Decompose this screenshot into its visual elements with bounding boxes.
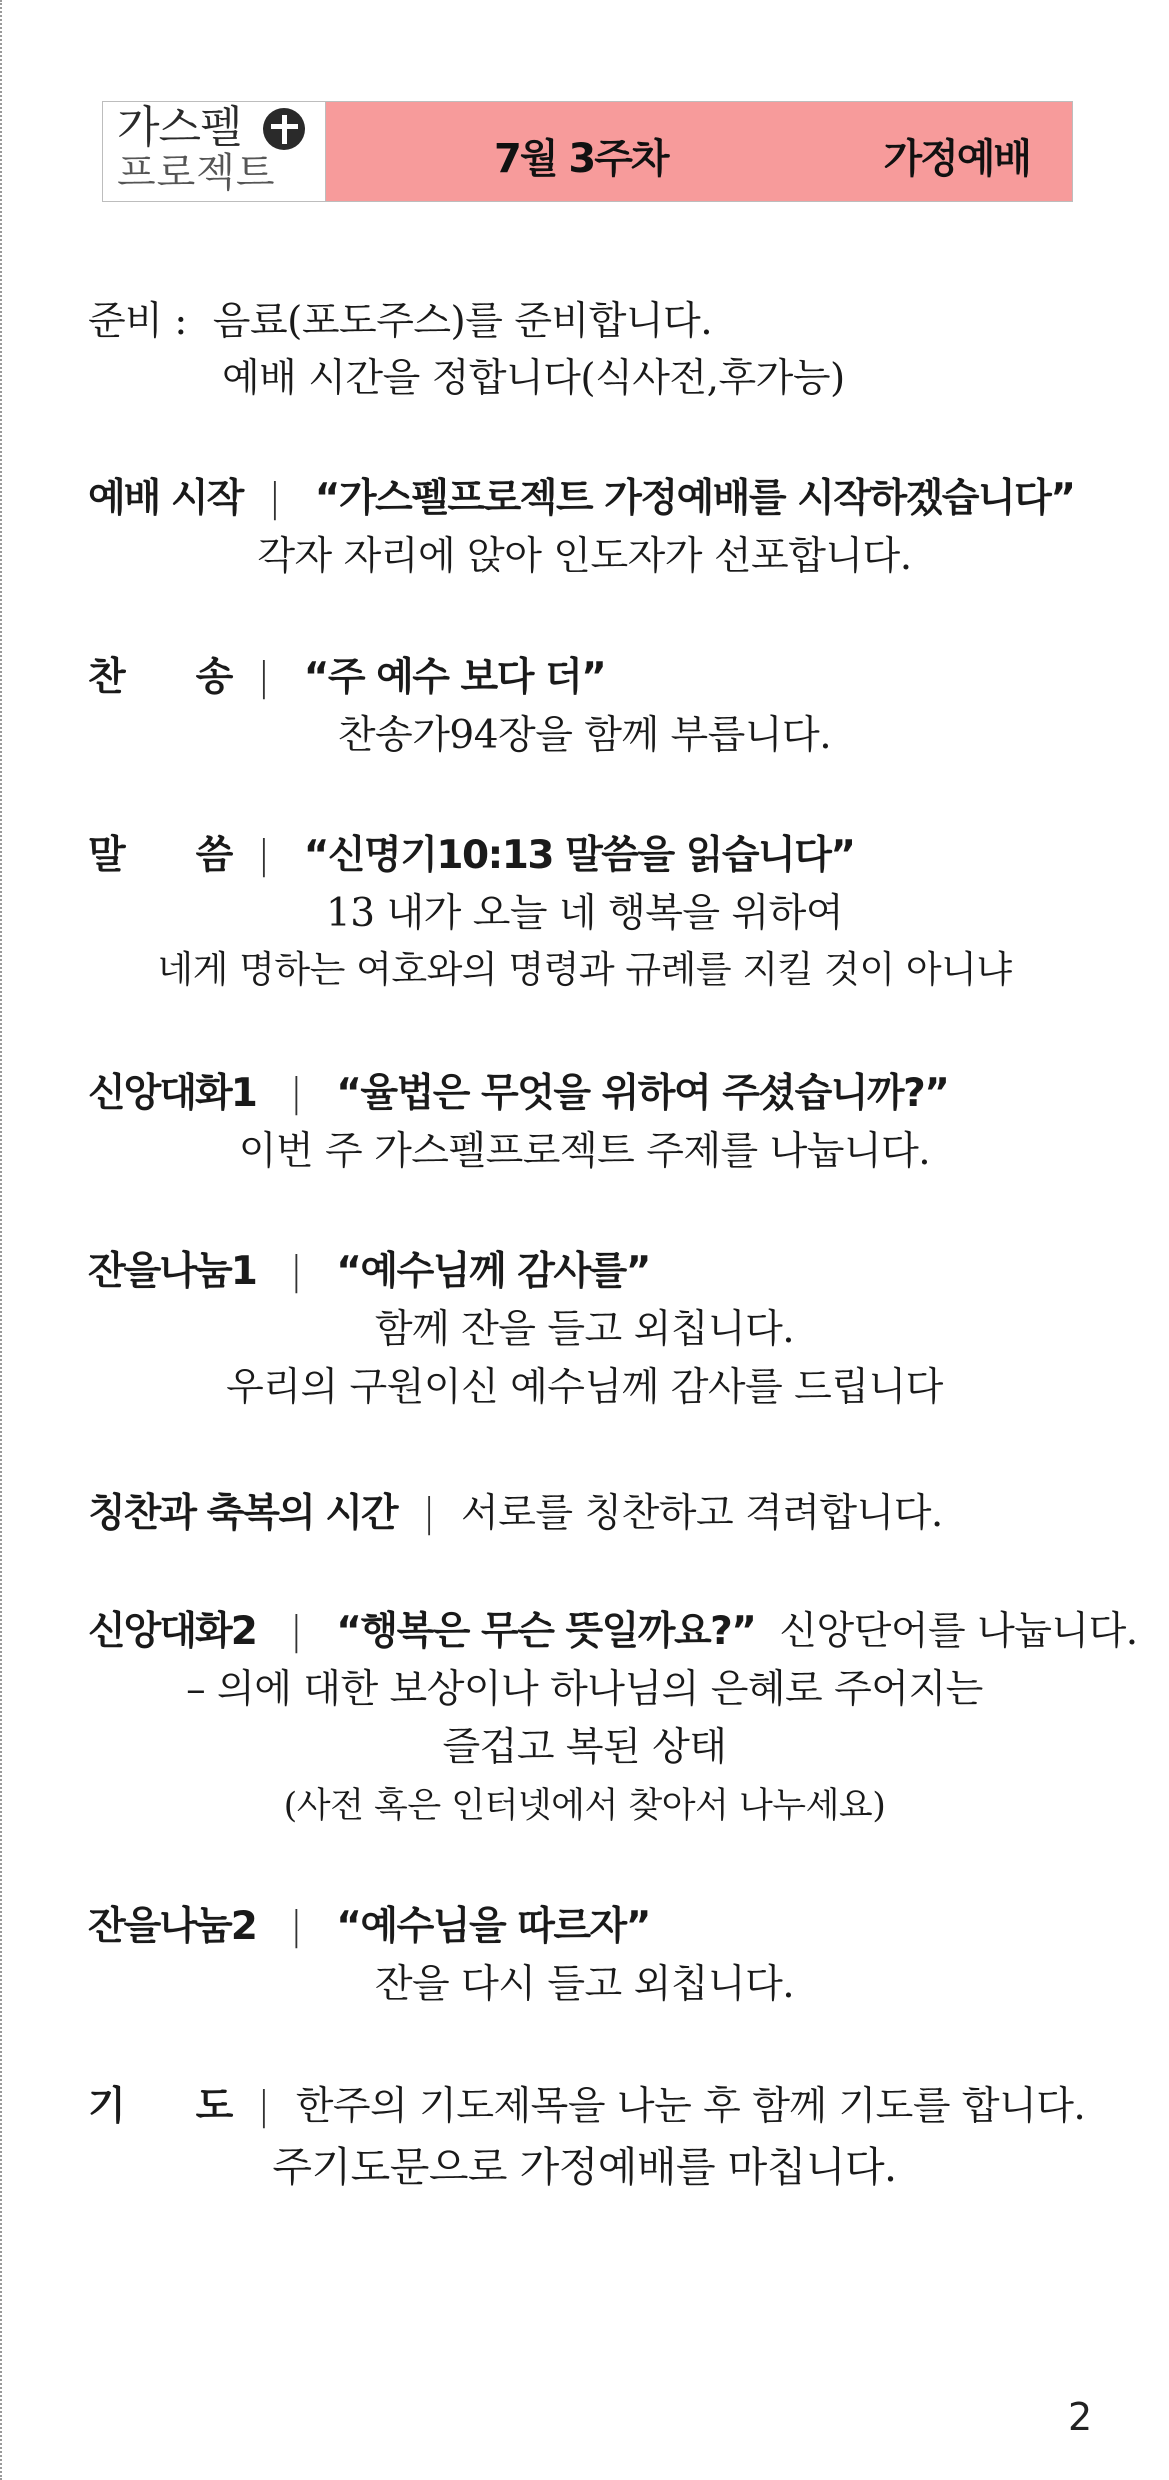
cross-icon bbox=[263, 108, 305, 150]
prayer-closing: 주기도문으로 가정예배를 마칩니다. bbox=[272, 2143, 897, 2191]
word-label-a: 말 bbox=[88, 833, 124, 878]
start-heading bbox=[88, 475, 1074, 523]
page-edge bbox=[0, 0, 2, 2480]
hymn-text: 찬송가94장을 함께 부릅니다. bbox=[337, 713, 832, 758]
praise-text: 서로를 칭찬하고 격려합니다. bbox=[461, 1491, 943, 1536]
logo bbox=[103, 102, 326, 201]
page-number: 2 bbox=[1068, 2395, 1093, 2439]
cup1-heading bbox=[88, 1248, 650, 1296]
header-banner bbox=[102, 101, 1073, 202]
hymn-quote: “주 예수 보다 더” bbox=[303, 655, 606, 700]
talk2-definition-1: – 의에 대한 보상이나 하나님의 은혜로 주어지는 bbox=[186, 1667, 983, 1712]
praise-heading bbox=[88, 1490, 943, 1538]
cup1-quote: “예수님께 감사를” bbox=[336, 1249, 650, 1294]
cup2-text: 잔을 다시 들고 외칩니다. bbox=[374, 1962, 795, 2007]
prayer-heading bbox=[88, 2083, 1085, 2131]
cup1-label: 잔을나눔1 bbox=[88, 1249, 256, 1294]
cup1-text-1: 함께 잔을 들고 외칩니다. bbox=[374, 1307, 795, 1352]
talk2-definition-2: 즐겁고 복된 상태 bbox=[442, 1725, 727, 1770]
word-heading bbox=[88, 832, 855, 880]
logo-top-text: 가스펠 bbox=[117, 102, 242, 153]
divider-bar: | bbox=[257, 655, 270, 700]
talk1-heading bbox=[88, 1070, 948, 1118]
prayer-label-b: 도 bbox=[195, 2084, 232, 2129]
talk2-label: 신앙대화2 bbox=[88, 1609, 256, 1654]
word-label-b: 씀 bbox=[195, 833, 232, 878]
divider-bar: | bbox=[422, 1491, 436, 1536]
prep-line-1 bbox=[88, 298, 712, 346]
prep-text-2: 예배 시간을 정합니다(식사전,후가능) bbox=[222, 356, 845, 401]
prayer-label-a: 기 bbox=[88, 2084, 124, 2129]
divider-bar: | bbox=[289, 1071, 303, 1116]
header-title-band bbox=[326, 102, 1072, 201]
prep-label: 준비 : bbox=[88, 299, 187, 344]
talk2-quote: “행복은 무슨 뜻일까요?” bbox=[336, 1609, 756, 1654]
hymn-heading bbox=[88, 654, 605, 702]
talk2-note: (사전 혹은 인터넷에서 찾아서 나누세요) bbox=[283, 1786, 886, 1826]
service-title: 가정예배 bbox=[883, 136, 1030, 182]
start-quote: “가스펠프로젝트 가정예배를 시작하겠습니다” bbox=[314, 476, 1075, 521]
word-text-2: 네게 명하는 여호와의 명령과 규례를 지킬 것이 아니냐 bbox=[157, 948, 1012, 991]
divider-bar: | bbox=[268, 476, 281, 521]
talk1-quote: “율법은 무엇을 위하여 주셨습니까?” bbox=[336, 1071, 949, 1116]
word-quote: “신명기10:13 말씀을 읽습니다” bbox=[303, 833, 855, 878]
hymn-label-a: 찬 bbox=[88, 655, 124, 700]
cup2-quote: “예수님을 따르자” bbox=[336, 1904, 650, 1949]
praise-label: 칭찬과 축복의 시간 bbox=[88, 1491, 397, 1536]
word-text-1: 13 내가 오늘 네 행복을 위하여 bbox=[325, 891, 844, 936]
talk1-text: 이번 주 가스펠프로젝트 주제를 나눕니다. bbox=[238, 1129, 931, 1174]
hymn-label-b: 송 bbox=[195, 655, 232, 700]
start-text: 각자 자리에 앉아 인도자가 선포합니다. bbox=[257, 534, 912, 579]
prayer-text: 한주의 기도제목을 나눈 후 함께 기도를 합니다. bbox=[295, 2084, 1086, 2129]
talk2-text: 신앙단어를 나눕니다. bbox=[779, 1609, 1138, 1654]
prep-text-1: 음료(포도주스)를 준비합니다. bbox=[212, 299, 713, 344]
divider-bar: | bbox=[289, 1904, 303, 1949]
logo-bottom-text: 프로젝트 bbox=[117, 150, 276, 196]
divider-bar: | bbox=[257, 2084, 270, 2129]
cup2-label: 잔을나눔2 bbox=[88, 1904, 256, 1949]
divider-bar: | bbox=[257, 833, 270, 878]
talk2-heading bbox=[88, 1608, 1138, 1656]
divider-bar: | bbox=[289, 1609, 303, 1654]
cup2-heading bbox=[88, 1903, 650, 1951]
talk1-label: 신앙대화1 bbox=[88, 1071, 256, 1116]
divider-bar: | bbox=[289, 1249, 303, 1294]
start-label: 예배 시작 bbox=[88, 476, 243, 521]
cup1-text-2: 우리의 구원이신 예수님께 감사를 드립니다 bbox=[226, 1365, 943, 1410]
week-label: 7월 3주차 bbox=[494, 136, 668, 182]
